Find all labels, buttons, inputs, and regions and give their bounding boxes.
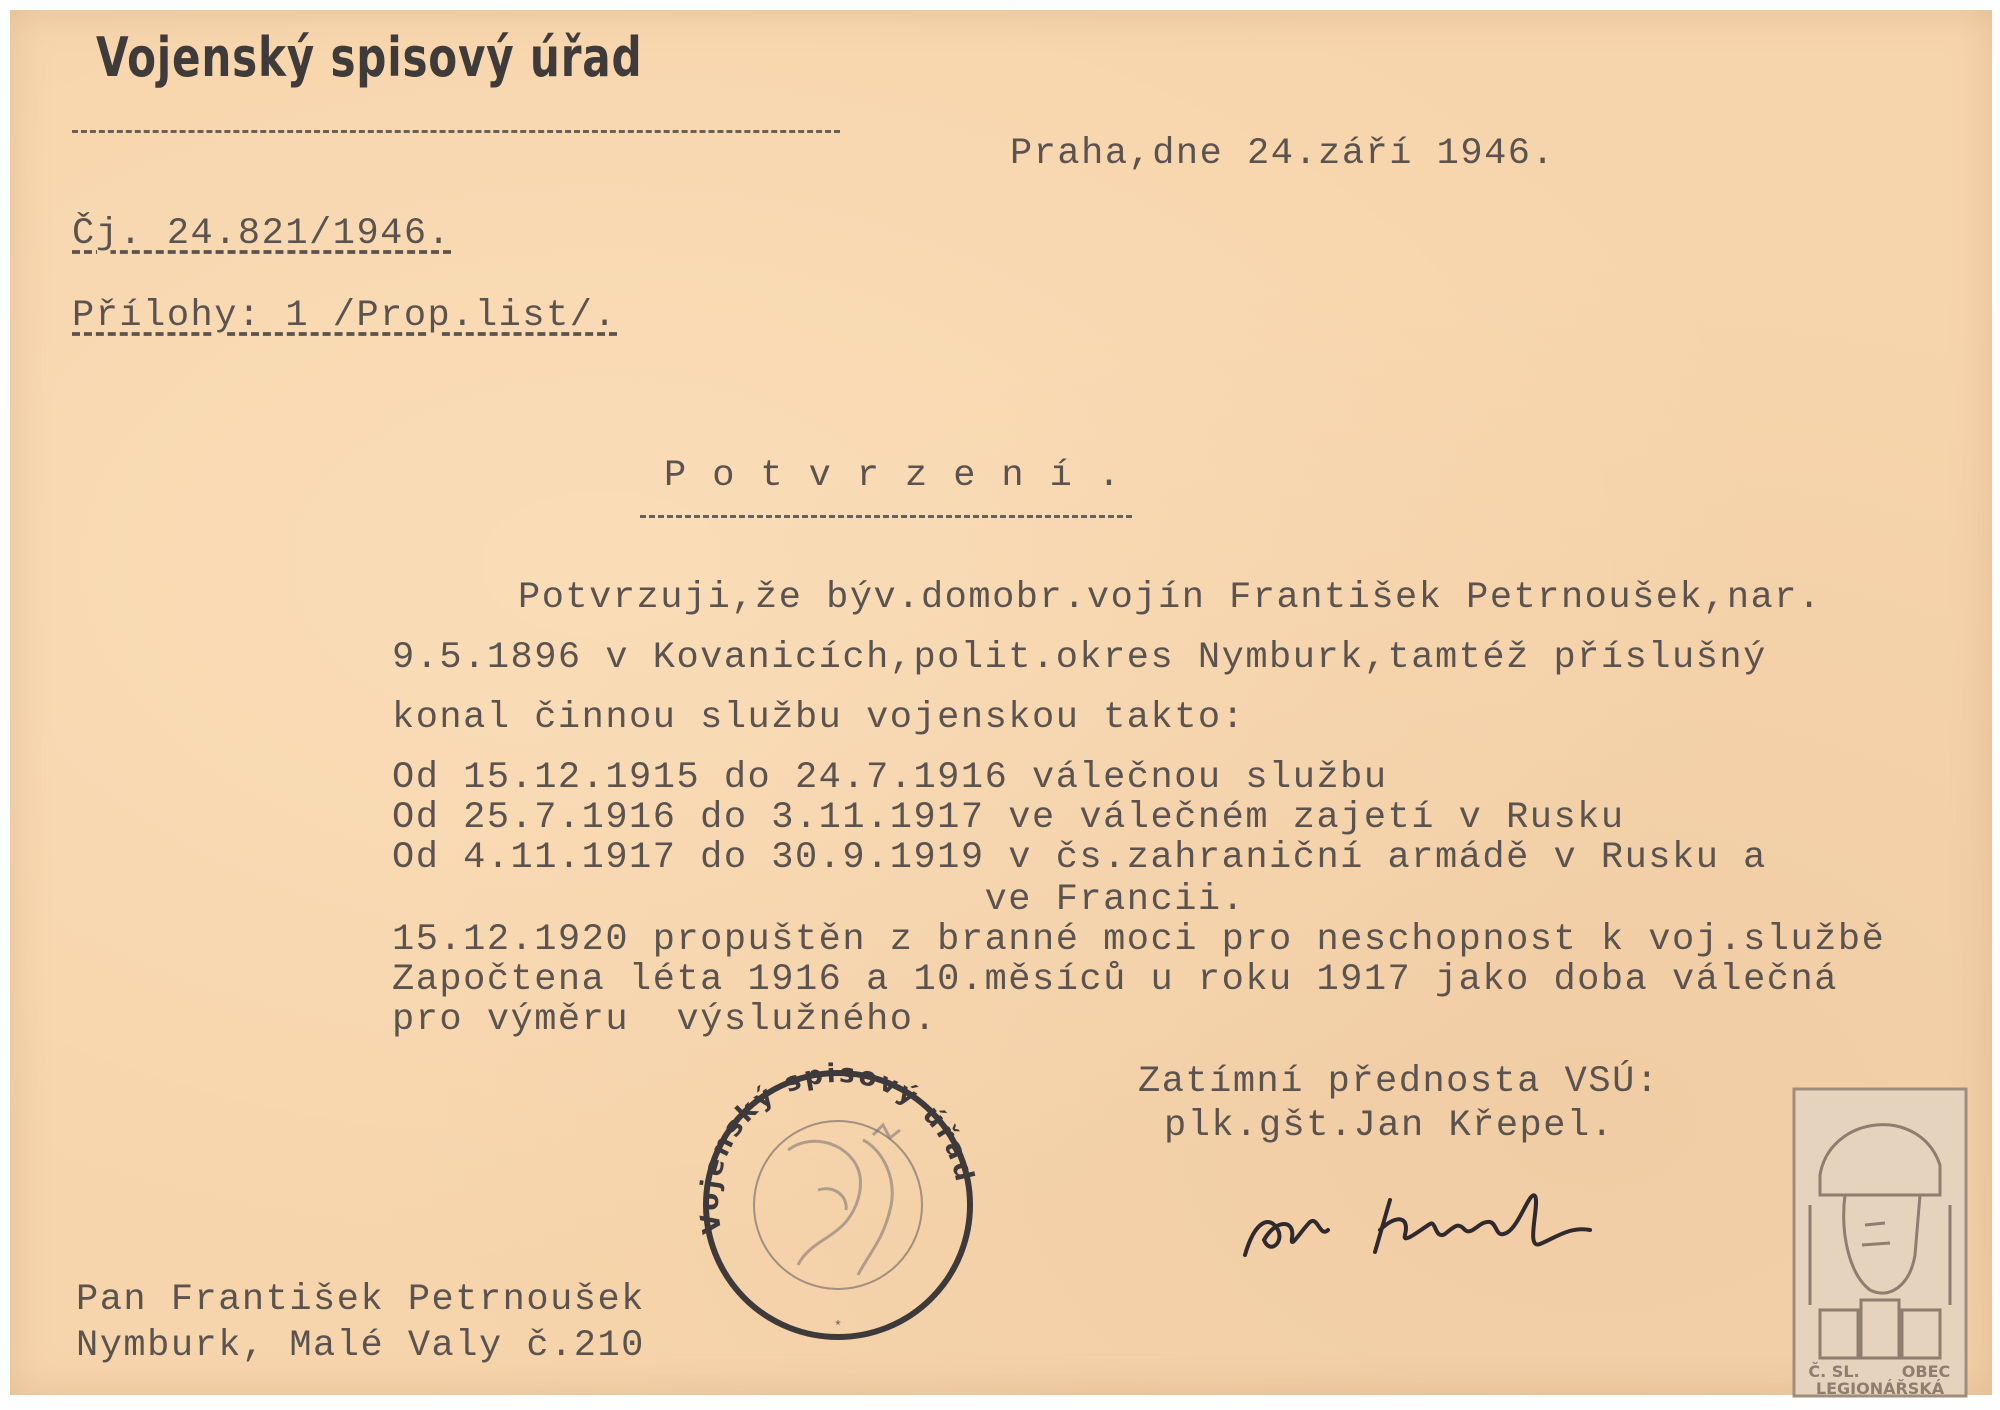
title-underline [640,515,1132,518]
reference-number: Čj. 24.821/1946. [72,213,452,255]
body-line-3: konal činnou službu vojenskou takto: [392,697,1246,739]
addressee-address: Nymburk, Malé Valy č.210 [76,1325,645,1367]
stamp-ring-text: Vojenský spisový úřad [694,1058,980,1236]
service-line-2: Od 25.7.1916 do 3.11.1917 ve válečném zajetí v Rusku [392,797,1625,839]
header-divider [72,130,840,133]
service-line-5: 15.12.1920 propuštěn z branné moci pro neschopnost k voj.službě [392,919,1886,961]
service-line-6: Započtena léta 1916 a 10.měsíců u roku 1917 jako doba válečná [392,959,1838,1001]
place-date: Praha,dne 24.září 1946. [1010,133,1556,175]
addressee-name: Pan František Petrnoušek [76,1279,645,1321]
logo-text-1b: OBEC [1901,1362,1951,1381]
office-round-stamp [668,1040,1008,1340]
service-line-1: Od 15.12.1915 do 24.7.1916 válečnou službu [392,757,1388,799]
service-line-4: ve Francii. [392,879,1246,921]
signatory-name: plk.gšt.Jan Křepel. [1164,1105,1615,1147]
service-line-7: pro výměru výslužného. [392,999,938,1041]
office-stamp-header: Vojenský spisový úřad [96,26,643,89]
lion-emblem-icon [788,1125,900,1275]
logo-text-2: LEGIONÁŘSKÁ [1815,1379,1945,1398]
legion-society-logo [1790,1085,1970,1400]
svg-text:*: * [833,1319,843,1335]
attachments: Přílohy: 1 /Prop.list/. [72,295,618,337]
logo-text-1: Č. SL. [1808,1362,1860,1381]
service-line-3: Od 4.11.1917 do 30.9.1919 v čs.zahraniční armádě v Rusku a [392,837,1767,879]
handwritten-signature [1240,1160,1600,1270]
body-line-2: 9.5.1896 v Kovanicích,polit.okres Nymburk,tamtéž příslušný [392,637,1767,679]
signatory-role: Zatímní přednosta VSÚ: [1138,1061,1660,1103]
body-line-1: Potvrzuji,že býv.domobr.vojín František Petrnoušek,nar. [518,577,1822,619]
document-title: Potvrzení. [664,455,1147,497]
